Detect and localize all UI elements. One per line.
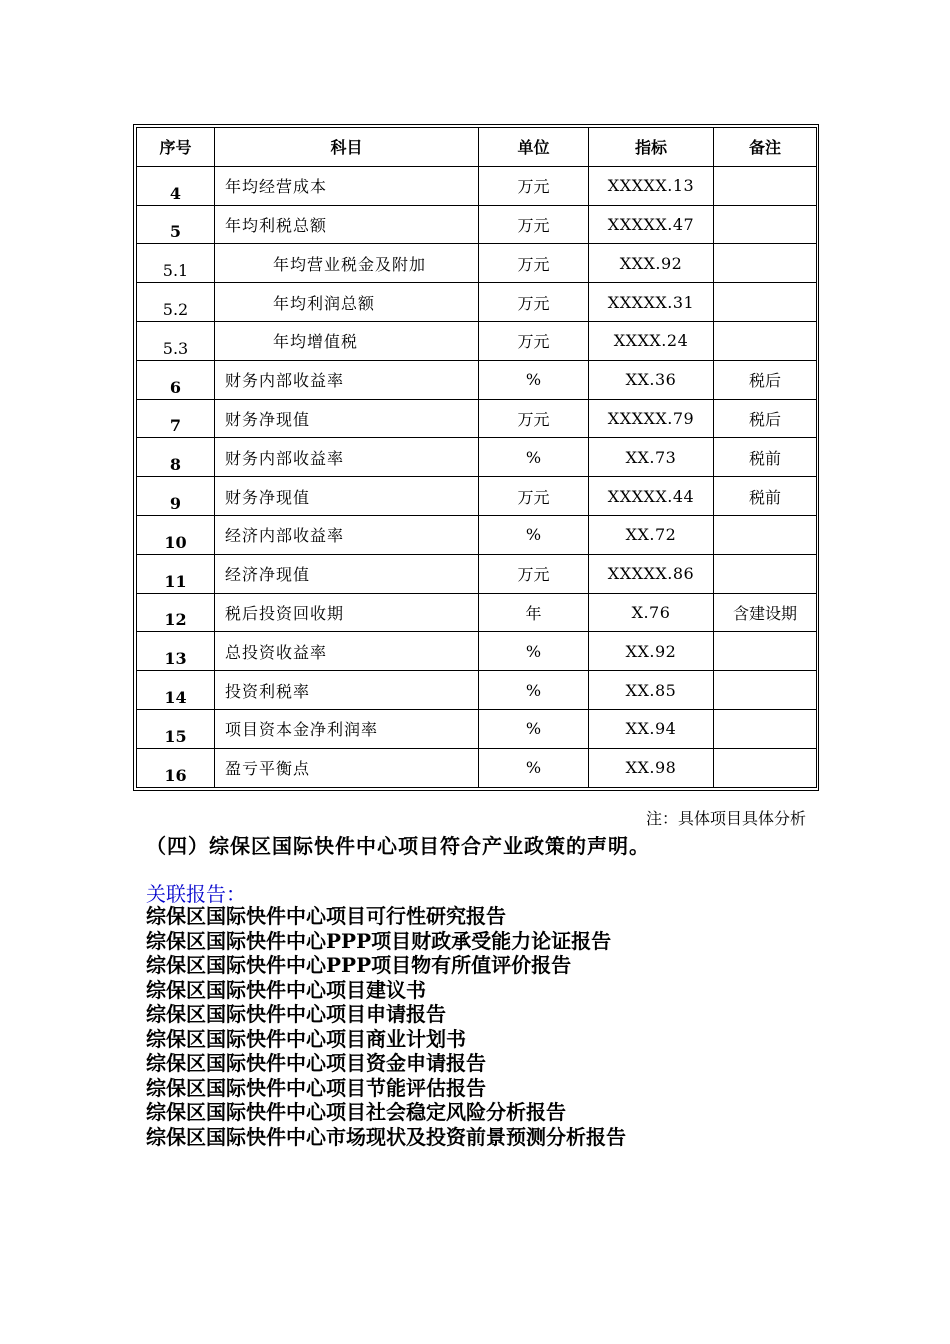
- row-value: XX.92: [589, 632, 714, 671]
- row-number: 6: [137, 360, 215, 399]
- row-note: [714, 244, 817, 283]
- header-item: 科目: [215, 128, 479, 167]
- table-row: [137, 360, 817, 399]
- financial-indicators-table-frame: [133, 124, 819, 791]
- row-unit: 万元: [479, 166, 589, 205]
- row-value: XX.72: [589, 515, 714, 554]
- row-item: 年均利税总额: [215, 205, 479, 244]
- table-row: [137, 671, 817, 710]
- row-unit: 万元: [479, 205, 589, 244]
- table-row: [137, 399, 817, 438]
- row-item: 年均营业税金及附加: [215, 244, 479, 283]
- row-unit: %: [479, 438, 589, 477]
- table-row: [137, 205, 817, 244]
- row-item: 财务内部收益率: [215, 360, 479, 399]
- related-report-item: 综保区国际快件中心项目社会稳定风险分析报告: [146, 1100, 566, 1124]
- row-note: [714, 632, 817, 671]
- header-no: 序号: [137, 128, 215, 167]
- related-report-item: 综保区国际快件中心项目申请报告: [146, 1002, 446, 1026]
- row-number: 12: [137, 593, 215, 632]
- row-item: 年均利润总额: [215, 283, 479, 322]
- row-number: 4: [137, 166, 215, 205]
- row-number: 9: [137, 477, 215, 516]
- row-value: XX.85: [589, 671, 714, 710]
- row-value: XXXXX.31: [589, 283, 714, 322]
- row-value: XXXX.24: [589, 321, 714, 360]
- row-item: 总投资收益率: [215, 632, 479, 671]
- row-value: XXXXX.13: [589, 166, 714, 205]
- row-unit: 万元: [479, 399, 589, 438]
- table-body: [137, 166, 817, 787]
- row-note: [714, 709, 817, 748]
- row-value: XXX.92: [589, 244, 714, 283]
- row-item: 财务净现值: [215, 477, 479, 516]
- row-note: 税前: [714, 438, 817, 477]
- row-number: 14: [137, 671, 215, 710]
- section-title: （四）综保区国际快件中心项目符合产业政策的声明。: [146, 834, 650, 858]
- row-note: [714, 554, 817, 593]
- related-report-item: 综保区国际快件中心项目建议书: [146, 977, 426, 1002]
- row-number: 5.1: [137, 244, 215, 283]
- row-note: 税后: [714, 360, 817, 399]
- row-number: 11: [137, 554, 215, 593]
- row-note: [714, 748, 817, 787]
- table-row: [137, 166, 817, 205]
- financial-indicators-table: [136, 127, 817, 788]
- table-row: [137, 321, 817, 360]
- row-item: 项目资本金净利润率: [215, 709, 479, 748]
- row-note: 税后: [714, 399, 817, 438]
- row-note: [714, 283, 817, 322]
- row-item: 年均经营成本: [215, 166, 479, 205]
- related-report-item: 综保区国际快件中心项目可行性研究报告: [146, 904, 506, 928]
- row-value: XXXXX.86: [589, 554, 714, 593]
- related-report-item: 综保区国际快件中心项目资金申请报告: [146, 1051, 486, 1075]
- table-row: [137, 477, 817, 516]
- row-unit: 万元: [479, 477, 589, 516]
- row-item: 财务内部收益率: [215, 438, 479, 477]
- table-row: [137, 283, 817, 322]
- header-unit: 单位: [479, 128, 589, 167]
- table-row: [137, 515, 817, 554]
- row-unit: %: [479, 515, 589, 554]
- row-unit: %: [479, 632, 589, 671]
- table-footnote: 注：具体项目具体分析: [645, 809, 806, 828]
- row-number: 13: [137, 632, 215, 671]
- table-row: [137, 244, 817, 283]
- row-note: [714, 321, 817, 360]
- table-row: [137, 554, 817, 593]
- row-value: XX.73: [589, 438, 714, 477]
- row-item: 投资利税率: [215, 671, 479, 710]
- row-value: XX.36: [589, 360, 714, 399]
- row-item: 经济内部收益率: [215, 515, 479, 554]
- row-value: XXXXX.44: [589, 477, 714, 516]
- row-unit: %: [479, 748, 589, 787]
- row-unit: %: [479, 360, 589, 399]
- related-report-item: 综保区国际快件中心PPP项目财政承受能力论证报告: [146, 928, 612, 953]
- row-number: 5.2: [137, 283, 215, 322]
- row-value: XXXXX.47: [589, 205, 714, 244]
- row-item: 税后投资回收期: [215, 593, 479, 632]
- row-note: [714, 671, 817, 710]
- row-number: 8: [137, 438, 215, 477]
- row-note: [714, 515, 817, 554]
- table-row: [137, 593, 817, 632]
- row-number: 15: [137, 709, 215, 748]
- row-note: [714, 205, 817, 244]
- table-row: [137, 438, 817, 477]
- related-reports-heading: 关联报告：: [146, 882, 246, 906]
- row-unit: 万元: [479, 283, 589, 322]
- row-unit: %: [479, 709, 589, 748]
- row-note: 税前: [714, 477, 817, 516]
- row-value: X.76: [589, 593, 714, 632]
- table-header-row: [137, 128, 817, 167]
- table-row: [137, 632, 817, 671]
- row-value: XX.94: [589, 709, 714, 748]
- row-item: 年均增值税: [215, 321, 479, 360]
- related-report-item: 综保区国际快件中心市场现状及投资前景预测分析报告: [146, 1124, 626, 1149]
- row-unit: %: [479, 671, 589, 710]
- row-item: 经济净现值: [215, 554, 479, 593]
- row-note: 含建设期: [714, 593, 817, 632]
- header-note: 备注: [714, 128, 817, 167]
- related-report-item: 综保区国际快件中心PPP项目物有所值评价报告: [146, 953, 572, 977]
- row-note: [714, 166, 817, 205]
- related-report-item: 综保区国际快件中心项目节能评估报告: [146, 1075, 486, 1100]
- row-number: 5: [137, 205, 215, 244]
- row-value: XX.98: [589, 748, 714, 787]
- row-unit: 万元: [479, 554, 589, 593]
- row-item: 盈亏平衡点: [215, 748, 479, 787]
- row-unit: 万元: [479, 321, 589, 360]
- row-number: 16: [137, 748, 215, 787]
- row-unit: 万元: [479, 244, 589, 283]
- related-reports-list: [146, 904, 626, 1149]
- related-report-item: 综保区国际快件中心项目商业计划书: [146, 1026, 466, 1051]
- row-number: 5.3: [137, 321, 215, 360]
- header-value: 指标: [589, 128, 714, 167]
- row-number: 7: [137, 399, 215, 438]
- row-unit: 年: [479, 593, 589, 632]
- table-row: [137, 709, 817, 748]
- row-number: 10: [137, 515, 215, 554]
- row-item: 财务净现值: [215, 399, 479, 438]
- row-value: XXXXX.79: [589, 399, 714, 438]
- table-row: [137, 748, 817, 787]
